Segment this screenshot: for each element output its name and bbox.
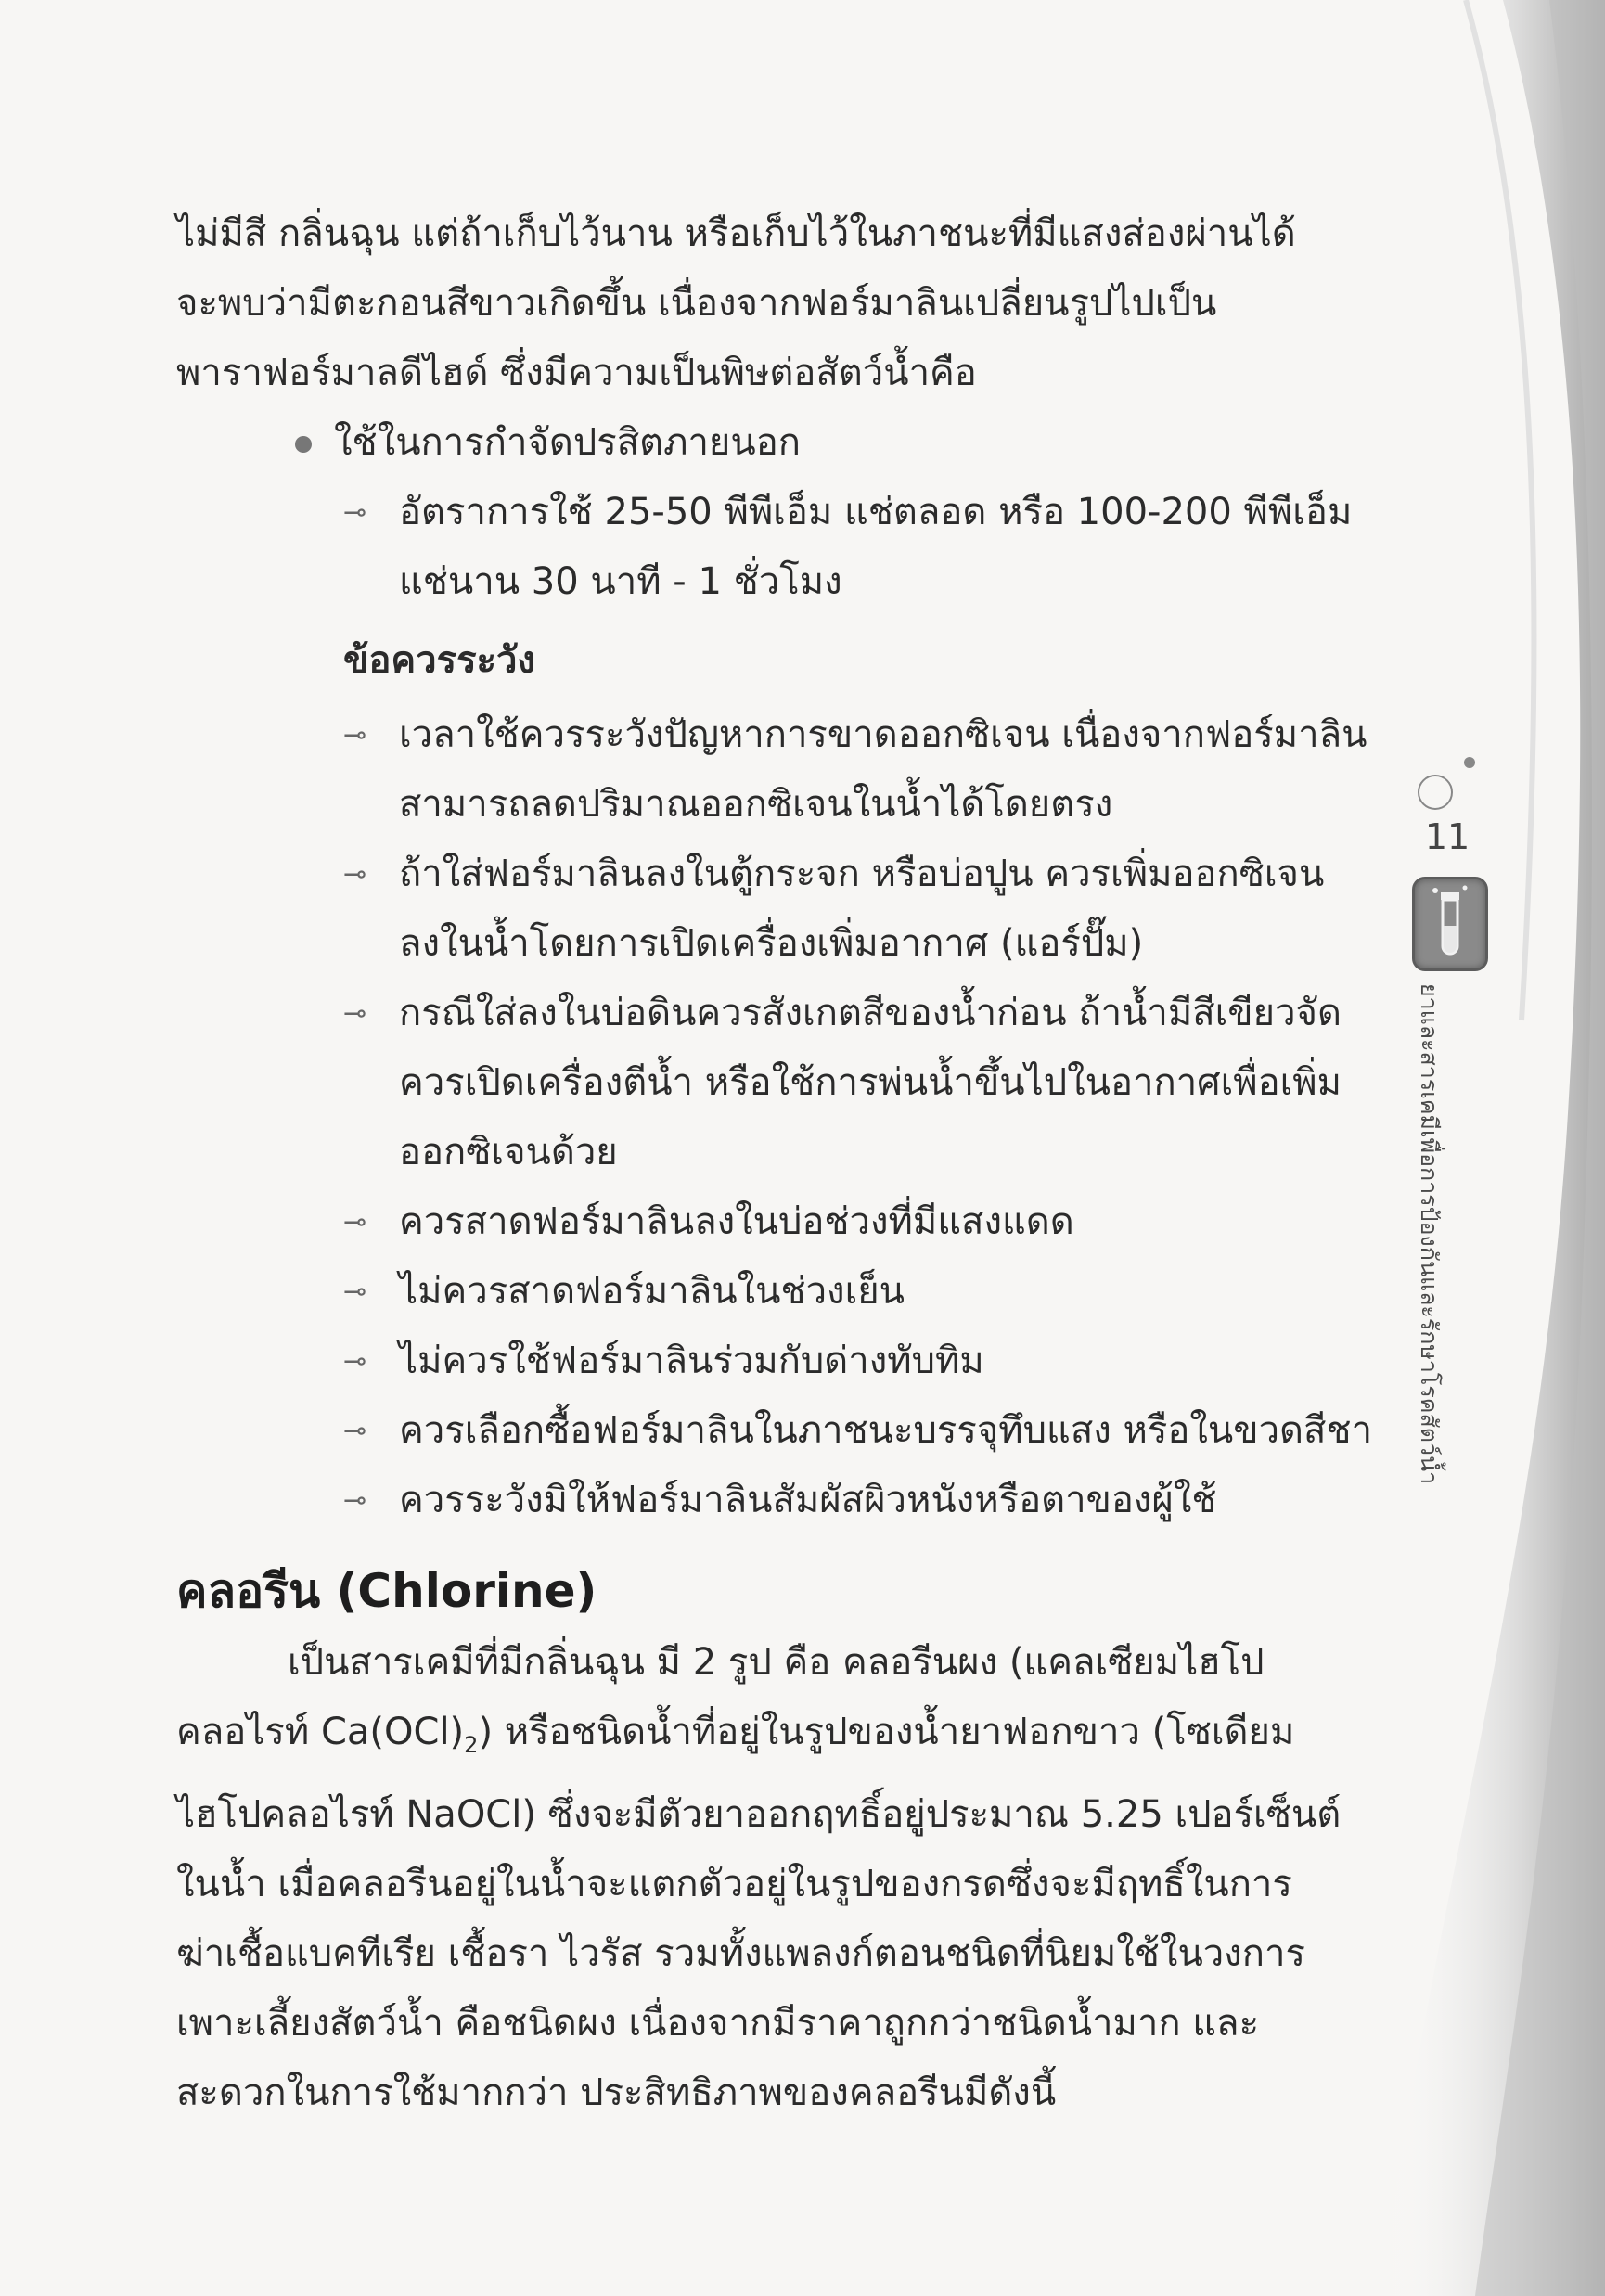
text-line: ไฮโปคลอไรท์ NaOCl) ซึ่งจะมีตัวยาออกฤทธิ์อยู่ประมาณ 5.25 เปอร์เซ็นต์ bbox=[176, 1793, 1342, 1836]
caution-item bbox=[176, 1466, 1336, 1535]
text-line: พาราฟอร์มาลดีไฮด์ ซึ่งมีความเป็นพิษต่อสัตว์น้ำคือ bbox=[176, 352, 977, 394]
text-line: ออกซิเจนด้วย bbox=[399, 1131, 618, 1174]
text-line: ฆ่าเชื้อแบคทีเรีย เชื้อรา ไวรัส รวมทั้งแพลงก์ตอนชนิดที่นิยมใช้ในวงการ bbox=[176, 1932, 1305, 1975]
arrow-icon: ⊸ bbox=[343, 1345, 367, 1378]
caution-item bbox=[176, 979, 1342, 1187]
text-line: แช่นาน 30 นาที - 1 ชั่วโมง bbox=[399, 560, 842, 603]
text-line: เวลาใช้ควรระวังปัญหาการขาดออกซิเจน เนื่องจากฟอร์มาลิน bbox=[399, 713, 1367, 756]
text-line: อัตราการใช้ 25-50 พีพีเอ็ม แช่ตลอด หรือ 100-200 พีพีเอ็ม bbox=[399, 491, 1353, 533]
text-line: ควรเลือกซื้อฟอร์มาลินในภาชนะบรรจุทึบแสง หรือในขวดสีชา bbox=[399, 1409, 1373, 1452]
arrow-icon: ⊸ bbox=[343, 858, 367, 891]
chlorine-paragraph bbox=[176, 1628, 1342, 2128]
page-number: 11 bbox=[1424, 816, 1470, 857]
bullet-label: ใช้ในการกำจัดปรสิตภายนอก bbox=[334, 421, 801, 464]
intro-paragraph bbox=[176, 199, 1336, 408]
bullet-item bbox=[176, 408, 1336, 478]
arrow-item bbox=[176, 478, 1353, 617]
main-content bbox=[176, 199, 1373, 2128]
formula-subscript: 2 bbox=[464, 1732, 479, 1758]
text-line-formula bbox=[176, 1698, 1336, 1780]
caution-item bbox=[176, 1187, 1336, 1257]
text-line: ควรระวังมิให้ฟอร์มาลินสัมผัสผิวหนังหรือตาของผู้ใช้ bbox=[399, 1479, 1217, 1521]
bullet-icon bbox=[295, 436, 312, 453]
caution-item bbox=[176, 1396, 1373, 1466]
test-tube-icon bbox=[1412, 877, 1488, 971]
caution-list bbox=[176, 700, 1373, 1535]
arrow-icon: ⊸ bbox=[343, 1484, 367, 1517]
text-line: เพาะเลี้ยงสัตว์น้ำ คือชนิดผง เนื่องจากมีราคาถูกกว่าชนิดน้ำมาก และ bbox=[176, 2002, 1260, 2045]
text-line: ถ้าใส่ฟอร์มาลินลงในตู้กระจก หรือบ่อปูน ควรเพิ่มออกซิเจน bbox=[399, 853, 1325, 895]
arrow-icon: ⊸ bbox=[343, 719, 367, 751]
text-line: ควรเปิดเครื่องตีน้ำ หรือใช้การพ่นน้ำขึ้นไปในอากาศเพื่อเพิ่ม bbox=[399, 1061, 1342, 1104]
text-line: จะพบว่ามีตะกอนสีขาวเกิดขึ้น เนื่องจากฟอร์มาลินเปลี่ยนรูปไปเป็น bbox=[176, 282, 1217, 325]
text-line: ควรสาดฟอร์มาลินลงในบ่อช่วงที่มีแสงแดด bbox=[399, 1200, 1074, 1243]
caution-heading: ข้อควรระวัง bbox=[343, 639, 536, 682]
text-line: ลงในน้ำโดยการเปิดเครื่องเพิ่มอากาศ (แอร์ปั๊ม) bbox=[399, 922, 1144, 965]
text-line: ไม่ควรสาดฟอร์มาลินในช่วงเย็น bbox=[399, 1270, 905, 1313]
arrow-icon: ⊸ bbox=[343, 1206, 367, 1238]
running-title: ยาและสารเคมีเพื่อการป้องกันและรักษาโรคสัตว์น้ำ bbox=[1416, 983, 1443, 1485]
caution-item bbox=[176, 1257, 1336, 1327]
caution-item bbox=[176, 840, 1336, 979]
section-heading: คลอรีน (Chlorine) bbox=[176, 1564, 597, 1618]
text-line: กรณีใส่ลงในบ่อดินควรสังเกตสีของน้ำก่อน ถ้าน้ำมีสีเขียวจัด bbox=[399, 992, 1342, 1034]
arrow-icon: ⊸ bbox=[343, 997, 367, 1030]
text-line: ไม่มีสี กลิ่นฉุน แต่ถ้าเก็บไว้นาน หรือเก็บไว้ในภาชนะที่มีแสงส่องผ่านได้ bbox=[176, 212, 1296, 255]
decorative-dot bbox=[1464, 757, 1475, 768]
arrow-icon: ⊸ bbox=[343, 1415, 367, 1447]
side-tab bbox=[1392, 742, 1503, 1577]
text-line: ในน้ำ เมื่อคลอรีนอยู่ในน้ำจะแตกตัวอยู่ในรูปของกรดซึ่งจะมีฤทธิ์ในการ bbox=[176, 1863, 1292, 1905]
caution-item bbox=[176, 1327, 1336, 1396]
text-line: ไม่ควรใช้ฟอร์มาลินร่วมกับด่างทับทิม bbox=[399, 1340, 984, 1382]
text-line: สะดวกในการใช้มากกว่า ประสิทธิภาพของคลอรีนมีดังนี้ bbox=[176, 2072, 1057, 2114]
arrow-icon: ⊸ bbox=[343, 496, 367, 529]
caution-item bbox=[176, 700, 1367, 840]
formula-text: คลอไรท์ Ca(OCl) bbox=[176, 1711, 465, 1753]
decorative-circle bbox=[1418, 775, 1453, 810]
text-line: สามารถลดปริมาณออกซิเจนในน้ำได้โดยตรง bbox=[399, 783, 1113, 826]
text-line: เป็นสารเคมีที่มีกลิ่นฉุน มี 2 รูป คือ คลอรีนผง (แคลเซียมไฮโป bbox=[288, 1641, 1265, 1684]
formula-text-rest: ) หรือชนิดน้ำที่อยู่ในรูปของน้ำยาฟอกขาว (โซเดียม bbox=[478, 1711, 1295, 1753]
arrow-icon: ⊸ bbox=[343, 1276, 367, 1308]
